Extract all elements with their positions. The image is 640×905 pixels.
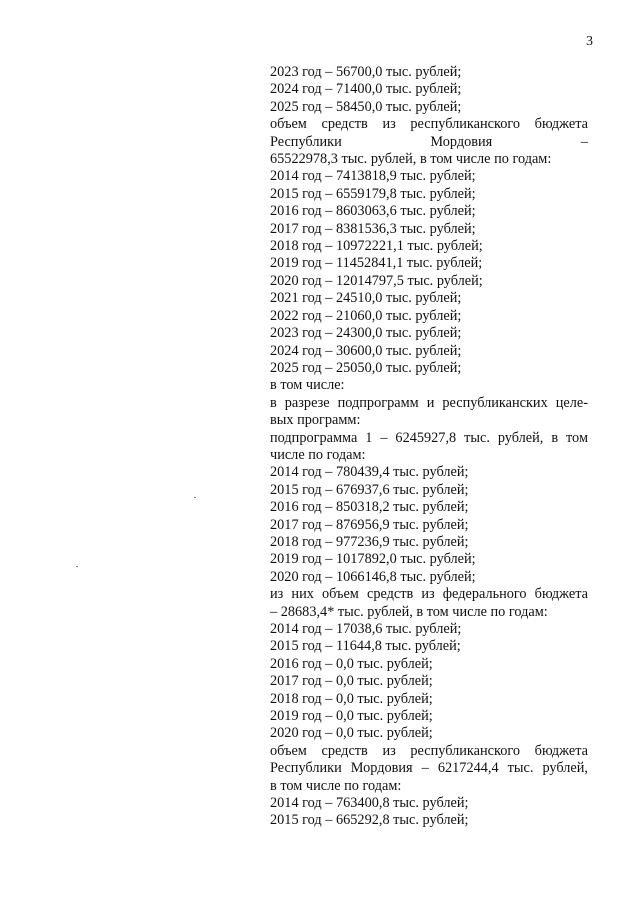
text-line: 2014 год – 763400,8 тыс. рублей; bbox=[270, 795, 469, 812]
text-line: 2015 год – 11644,8 тыс. рублей; bbox=[270, 638, 461, 655]
text-line: 2015 год – 676937,6 тыс. рублей; bbox=[270, 481, 469, 498]
text-line: 2025 год – 58450,0 тыс. рублей; bbox=[270, 98, 462, 115]
text-line: 2016 год – 0,0 тыс. рублей; bbox=[270, 655, 433, 672]
text-line: 2020 год – 1066146,8 тыс. рублей; bbox=[270, 568, 476, 585]
text-line: числе по годам: bbox=[270, 446, 366, 463]
text-line: объем средств из республиканского бюджета bbox=[270, 742, 588, 759]
text-line: 2014 год – 17038,6 тыс. рублей; bbox=[270, 621, 462, 637]
text-line: 2017 год – 8381536,3 тыс. рублей; bbox=[270, 220, 476, 237]
text-line: 2018 год – 977236,9 тыс. рублей; bbox=[270, 533, 469, 550]
text-line: 2024 год – 71400,0 тыс. рублей; bbox=[270, 81, 462, 98]
scan-speck bbox=[194, 497, 196, 498]
text-line: из них объем средств из федерального бюджета bbox=[270, 586, 588, 603]
text-line: 2017 год – 876956,9 тыс. рублей; bbox=[270, 516, 469, 533]
text-line: 2016 год – 850318,2 тыс. рублей; bbox=[270, 499, 469, 516]
page-number: 3 bbox=[586, 34, 593, 49]
text-line: Республики Мордовия – bbox=[270, 133, 588, 150]
text-line: в том числе: bbox=[270, 377, 345, 394]
text-line: 2018 год – 10972221,1 тыс. рублей; bbox=[270, 238, 483, 255]
text-line: 2019 год – 1017892,0 тыс. рублей; bbox=[270, 551, 476, 568]
text-line: 2024 год – 30600,0 тыс. рублей; bbox=[270, 342, 462, 359]
text-line: вых программ: bbox=[270, 412, 361, 429]
text-line: 2014 год – 7413818,9 тыс. рублей; bbox=[270, 168, 476, 185]
text-line: 2016 год – 8603063,6 тыс. рублей; bbox=[270, 203, 476, 220]
text-line: 2021 год – 24510,0 тыс. рублей; bbox=[270, 290, 462, 307]
text-line: 2020 год – 12014797,5 тыс. рублей; bbox=[270, 272, 483, 289]
text-line: – 28683,4* тыс. рублей, в том числе по годам: bbox=[270, 603, 548, 620]
scan-speck bbox=[76, 566, 78, 567]
text-line: Республики Мордовия – 6217244,4 тыс. рублей, bbox=[270, 760, 588, 777]
text-line: 2019 год – 0,0 тыс. рублей; bbox=[270, 708, 433, 725]
text-line: 2015 год – 665292,8 тыс. рублей; bbox=[270, 812, 469, 829]
text-line: объем средств из республиканского бюджета bbox=[270, 116, 588, 133]
text-line: 2018 год – 0,0 тыс. рублей; bbox=[270, 690, 433, 707]
text-line: 2020 год – 0,0 тыс. рублей; bbox=[270, 725, 433, 742]
text-line: 2019 год – 11452841,1 тыс. рублей; bbox=[270, 255, 483, 272]
text-line: в том числе по годам: bbox=[270, 777, 402, 794]
text-line: 2023 год – 56700,0 тыс. рублей; bbox=[270, 64, 462, 80]
text-line: 2015 год – 6559179,8 тыс. рублей; bbox=[270, 185, 476, 202]
text-line: 65522978,3 тыс. рублей, в том числе по годам: bbox=[270, 151, 552, 168]
text-line: 2023 год – 24300,0 тыс. рублей; bbox=[270, 325, 462, 342]
text-line: 2025 год – 25050,0 тыс. рублей; bbox=[270, 359, 462, 376]
text-line: 2014 год – 780439,4 тыс. рублей; bbox=[270, 464, 469, 481]
text-line: 2017 год – 0,0 тыс. рублей; bbox=[270, 673, 433, 690]
text-line: подпрограмма 1 – 6245927,8 тыс. рублей, в том bbox=[270, 429, 588, 446]
text-line: в разрезе подпрограмм и республиканских целе- bbox=[270, 394, 588, 411]
text-line: 2022 год – 21060,0 тыс. рублей; bbox=[270, 307, 462, 324]
text-column bbox=[270, 64, 588, 830]
